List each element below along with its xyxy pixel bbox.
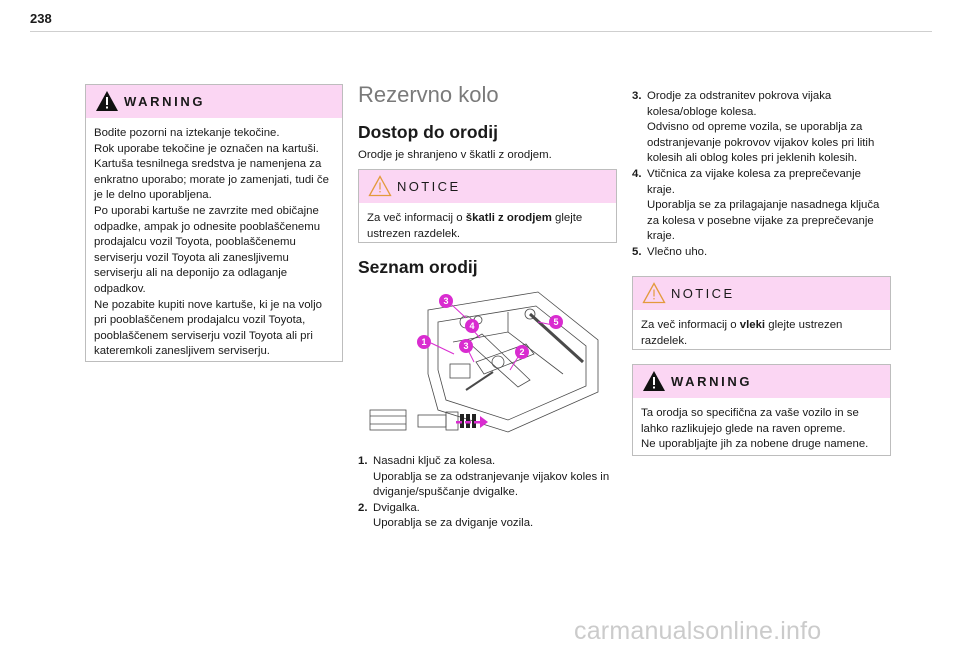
notice-box-tool-kit	[358, 169, 617, 243]
callout-label: 4	[469, 321, 475, 331]
warning-icon	[95, 90, 119, 112]
callout-label: 5	[553, 317, 559, 327]
notice-icon	[368, 175, 392, 197]
warning-box-right	[632, 364, 891, 456]
tools-list-part-1	[358, 454, 620, 532]
notice-header	[359, 170, 616, 203]
notice-icon	[642, 282, 666, 304]
list-item: 1. Nasadni ključ za kolesa. Uporablja se za odstranjevanje vijakov koles in dviganje/spuščanje dvigalke.	[358, 455, 610, 499]
notice-title: NOTICE	[671, 286, 735, 301]
warning-text	[86, 118, 342, 368]
warning-line: Ne pozabite kupiti nove kartuše, ki je na voljo pri pooblaščenem prodajalcu vozil Toyota, pooblaščenem serviserju vozil Toyota ali pri kateremkoli zanesljivem serviserju.	[94, 298, 322, 358]
list-item: 5. Vlečno uho.	[632, 245, 708, 258]
notice-text: Za več informacij o škatli z orodjem glejte ustrezen razdelek.	[367, 212, 583, 240]
warning-title: WARNING	[671, 374, 753, 389]
warning-line: Po uporabi kartuše ne zavrzite med običajne odpadke, ampak jo odnesite pooblaščenemu prodajalcu vozil Toyota, pooblaščenemu serviserju vozil Toyota ali zanesljivemu serviserju ali na deponijo za odlaganje odpadkov.	[94, 204, 321, 295]
warning-box-left	[85, 84, 343, 362]
warning-title: WARNING	[124, 94, 206, 109]
warning-icon	[642, 370, 666, 392]
notice-link-towing: vleki	[739, 319, 766, 331]
tool-kit-illustration	[358, 282, 618, 442]
page-number: 238	[30, 11, 52, 26]
header-rule	[30, 31, 932, 32]
list-item: 4. Vtičnica za vijake kolesa za preprečevanje kraje. Uporablja se za prilagajanje nasadnega ključa za kolesa v posebne vijake za preprečevanje kraje.	[632, 167, 880, 243]
warning-header	[633, 365, 890, 398]
warning-line: Rok uporabe tekočine je označen na kartuši. Kartuša tesnilnega sredstva je namenjena za enkratno uporabo; morate jo zamenjati, tudi če je le delno uporabljena.	[94, 142, 329, 202]
warning-header	[86, 85, 342, 118]
watermark: carmanualsonline.info	[574, 617, 822, 645]
warning-line: Ta orodja so specifična za vaše vozilo in se lahko razlikujejo glede na raven opreme.	[641, 407, 859, 435]
tools-heading: Seznam orodij	[358, 257, 478, 277]
warning-line: Ne uporabljajte jih za nobene druge namene.	[641, 438, 869, 451]
callout-label: 3	[463, 341, 469, 351]
callout-label: 1	[421, 337, 427, 347]
callout-label: 2	[519, 347, 525, 357]
warning-line: Bodite pozorni na iztekanje tekočine.	[94, 127, 280, 139]
section-title: Rezervno kolo	[358, 82, 499, 107]
warning-text	[633, 398, 890, 461]
notice-link-tool-kit: škatli z orodjem	[465, 212, 552, 224]
callout-label: 3	[443, 296, 449, 306]
access-text: Orodje je shranjeno v škatli z orodjem.	[358, 149, 552, 161]
notice-header	[633, 277, 890, 310]
access-heading: Dostop do orodij	[358, 122, 498, 142]
tools-list-part-2	[632, 89, 890, 261]
notice-box-towing	[632, 276, 891, 350]
list-item: 3. Orodje za odstranitev pokrova vijaka kolesa/obloge kolesa. Odvisno od opreme vozila, se uporablja za odstranjevanje pokrovov vijakov koles pri litih kolesih ali oblog koles pri jeklenih kolesih.	[632, 90, 875, 165]
notice-text: Za več informacij o vleki glejte ustrezen razdelek.	[641, 319, 843, 347]
notice-title: NOTICE	[397, 179, 461, 194]
list-item: 2. Dvigalka. Uporablja se za dviganje vozila.	[358, 501, 534, 530]
